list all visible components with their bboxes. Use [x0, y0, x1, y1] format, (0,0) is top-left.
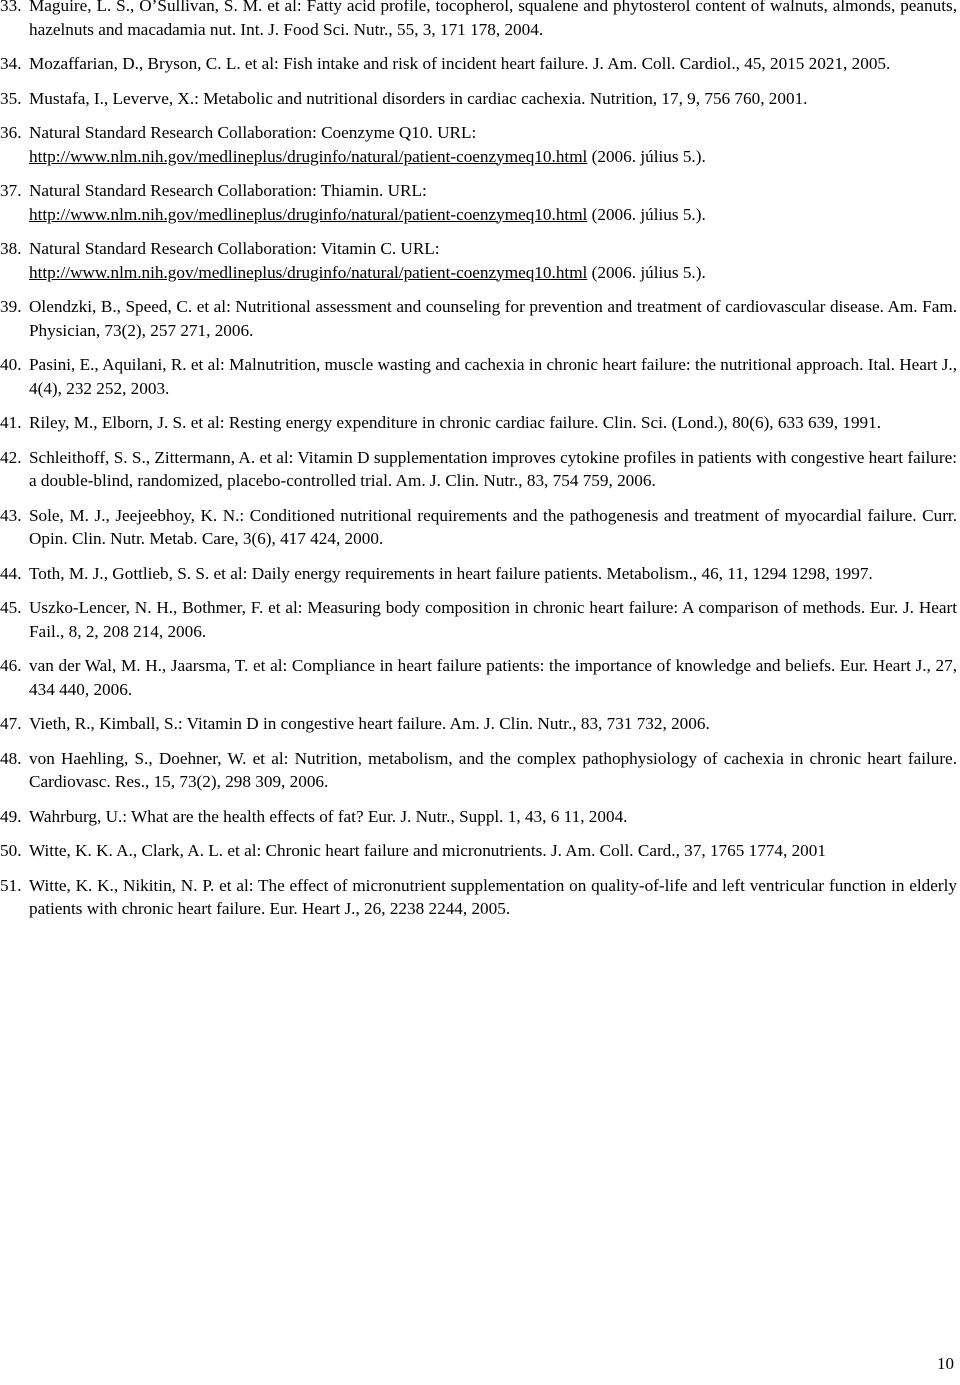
reference-51	[0, 874, 957, 921]
reference-33	[0, 0, 957, 41]
reference-access-date: (2006. július 5.).	[587, 146, 706, 166]
reference-45	[0, 596, 957, 643]
reference-text: Natural Standard Research Collaboration: Coenzyme Q10. URL:	[29, 123, 477, 142]
reference-text: Toth, M. J., Gottlieb, S. S. et al: Daily energy requirements in heart failure patients. Metabolism., 46, 11, 1294 1298, 1997.	[29, 563, 873, 583]
reference-number: 42.	[0, 447, 22, 467]
reference-number: 49.	[0, 806, 22, 826]
reference-access-date: (2006. július 5.).	[587, 204, 706, 224]
reference-text: Olendzki, B., Speed, C. et al: Nutritional assessment and counseling for prevention and treatment of cardiovascular disease. Am. Fam. Physician, 73(2), 257 271, 2006.	[29, 297, 957, 340]
reference-text: Schleithoff, S. S., Zittermann, A. et al: Vitamin D supplementation improves cytokine profiles in patients with congestive heart failure: a double-blind, randomized, placebo-controlled trial. Am. J. Clin. Nutr., 83, 754 759, 2006.	[29, 447, 957, 490]
reference-text: Witte, K. K. A., Clark, A. L. et al: Chronic heart failure and micronutrients. J. Am. Coll. Card., 37, 1765 1774, 2001	[29, 841, 826, 860]
reference-text: Maguire, L. S., O’Sullivan, S. M. et al: Fatty acid profile, tocopherol, squalene and phytosterol content of walnuts, almonds, peanuts, hazelnuts and macadamia nut. Int. J. Food Sci. Nutr., 55, 3, 171 178, 2004.	[29, 0, 957, 39]
reference-number: 36.	[0, 123, 22, 142]
reference-47	[0, 712, 957, 736]
reference-number: 33.	[0, 0, 22, 15]
reference-number: 38.	[0, 239, 22, 258]
reference-url-link[interactable]: http://www.nlm.nih.gov/medlineplus/druginfo/natural/patient-coenzymeq10.html	[29, 146, 588, 166]
reference-number: 37.	[0, 181, 22, 200]
reference-number: 45.	[0, 598, 22, 617]
reference-41	[0, 411, 957, 435]
reference-43	[0, 504, 957, 551]
reference-text: Sole, M. J., Jeejeebhoy, K. N.: Conditioned nutritional requirements and the pathogenesis and treatment of myocardial failure. Curr. Opin. Clin. Nutr. Metab. Care, 3(6), 417 424, 2000.	[29, 505, 957, 548]
reference-text: Natural Standard Research Collaboration: Vitamin C. URL:	[29, 239, 440, 258]
reference-text: Riley, M., Elborn, J. S. et al: Resting energy expenditure in chronic cardiac failure. Clin. Sci. (Lond.), 80(6), 633 639, 1991.	[29, 413, 882, 432]
reference-46	[0, 654, 957, 701]
reference-number: 39.	[0, 297, 22, 316]
reference-number: 43.	[0, 505, 22, 525]
reference-text: Mustafa, I., Leverve, X.: Metabolic and nutritional disorders in cardiac cachexia. Nutrition, 17, 9, 756 760, 2001.	[29, 88, 808, 108]
reference-37	[0, 179, 957, 226]
reference-text: Pasini, E., Aquilani, R. et al: Malnutrition, muscle wasting and cachexia in chronic heart failure: the nutritional approach. Ital. Heart J., 4(4), 232 252, 2003.	[29, 355, 957, 398]
reference-number: 40.	[0, 355, 22, 374]
reference-number: 46.	[0, 656, 22, 675]
reference-number: 47.	[0, 714, 22, 733]
reference-number: 41.	[0, 413, 22, 432]
reference-text: Uszko-Lencer, N. H., Bothmer, F. et al: Measuring body composition in chronic heart failure: A comparison of methods. Eur. J. Heart Fail., 8, 2, 208 214, 2006.	[29, 598, 957, 641]
reference-34	[0, 52, 957, 76]
reference-number: 35.	[0, 88, 22, 108]
reference-number: 51.	[0, 875, 22, 895]
reference-url-link[interactable]: http://www.nlm.nih.gov/medlineplus/druginfo/natural/patient-coenzymeq10.html	[29, 204, 588, 224]
reference-text: van der Wal, M. H., Jaarsma, T. et al: Compliance in heart failure patients: the importance of knowledge and beliefs. Eur. Heart J., 27, 434 440, 2006.	[29, 656, 957, 699]
reference-text: von Haehling, S., Doehner, W. et al: Nutrition, metabolism, and the complex pathophysiology of cachexia in chronic heart failure. Cardiovasc. Res., 15, 73(2), 298 309, 2006.	[29, 748, 957, 791]
reference-35	[0, 87, 957, 111]
page-number: 10	[937, 1354, 954, 1373]
reference-40	[0, 353, 957, 400]
reference-42	[0, 446, 957, 493]
reference-number: 48.	[0, 748, 22, 768]
reference-36	[0, 121, 957, 168]
reference-number: 34.	[0, 54, 22, 73]
reference-text: Wahrburg, U.: What are the health effects of fat? Eur. J. Nutr., Suppl. 1, 43, 6 11, 2004.	[29, 806, 628, 826]
reference-50	[0, 839, 957, 863]
reference-number: 50.	[0, 841, 22, 860]
reference-access-date: (2006. július 5.).	[587, 262, 706, 282]
reference-text: Vieth, R., Kimball, S.: Vitamin D in congestive heart failure. Am. J. Clin. Nutr., 83, 731 732, 2006.	[29, 714, 710, 733]
reference-39	[0, 295, 957, 342]
reference-text: Witte, K. K., Nikitin, N. P. et al: The effect of micronutrient supplementation on quality-of-life and left ventricular function in elderly patients with chronic heart failure. Eur. Heart J., 26, 2238 2244, 2005.	[29, 875, 957, 918]
reference-48	[0, 747, 957, 794]
reference-url-link[interactable]: http://www.nlm.nih.gov/medlineplus/druginfo/natural/patient-coenzymeq10.html	[29, 262, 588, 282]
reference-text: Natural Standard Research Collaboration: Thiamin. URL:	[29, 181, 427, 200]
reference-number: 44.	[0, 563, 22, 583]
reference-44	[0, 562, 957, 586]
reference-text: Mozaffarian, D., Bryson, C. L. et al: Fish intake and risk of incident heart failure. J. Am. Coll. Cardiol., 45, 2015 2021, 2005.	[29, 54, 891, 73]
reference-38	[0, 237, 957, 284]
reference-49	[0, 805, 957, 829]
